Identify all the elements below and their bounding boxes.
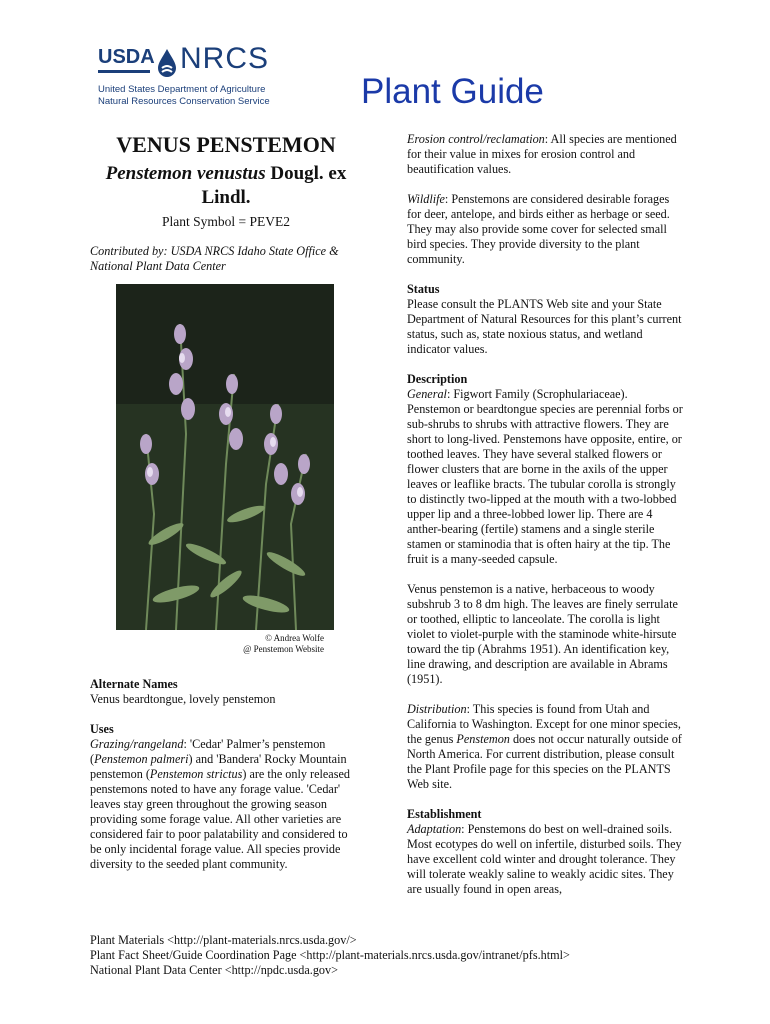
uses-paragraph <box>90 737 362 872</box>
status-heading: Status <box>407 282 440 296</box>
photo-credit-author: © Andrea Wolfe <box>265 633 324 643</box>
photo-caption <box>200 633 324 655</box>
footer-plant-materials-link[interactable]: Plant Materials <http://plant-materials.nrcs.usda.gov/> <box>90 933 357 947</box>
photo-credit-source: @ Penstemon Website <box>243 644 324 654</box>
adaptation-paragraph <box>407 822 683 897</box>
alternate-names-text: Venus beardtongue, lovely penstemon <box>90 692 276 706</box>
adaptation-text: : Penstemons do best on well-drained soils. Most ecotypes do well on infertile, disturbed soils. They have excellent cold winter and drought tolerance. They will tolerate weakly saline to weakly acidic sites. They are usually found in open areas, <box>407 822 682 896</box>
wildlife-paragraph <box>407 192 683 267</box>
description-heading: Description <box>407 372 468 386</box>
water-drop-icon <box>156 48 178 78</box>
uses-species-1: Penstemon palmeri <box>94 752 189 766</box>
distribution-text-2: does not occur naturally outside of North America. For current distribution, please consult the Plant Profile page for this species on the PLANTS Web site. <box>407 732 682 791</box>
usda-underline <box>98 70 150 73</box>
establishment-heading: Establishment <box>407 807 482 821</box>
common-name: VENUS PENSTEMON <box>116 132 336 157</box>
scientific-binomial: Penstemon venustus <box>105 163 266 184</box>
usda-nrcs-logo <box>96 42 270 112</box>
right-column <box>407 132 683 897</box>
footer-coordination-link[interactable]: Plant Fact Sheet/Guide Coordination Page <http://plant-materials.nrcs.usda.gov/intranet/pfs.html> <box>90 948 570 962</box>
penstemon-photo-illustration <box>116 284 334 630</box>
uses-text-2: ) and 'Bandera' Rocky Mountain penstemon ( <box>90 752 347 781</box>
erosion-paragraph <box>407 132 683 177</box>
footer-links <box>90 933 570 978</box>
uses-species-2: Penstemon strictus <box>149 767 243 781</box>
document-title: Plant Guide <box>361 72 544 111</box>
logo-service-line: Natural Resources Conservation Service <box>98 96 270 107</box>
status-text: Please consult the PLANTS Web site and your State Department of Natural Resources for this plant’s current status, such as, state noxious status, and wetland indicator values. <box>407 297 682 356</box>
logo-department-line: United States Department of Agriculture <box>98 84 266 95</box>
wildlife-label: Wildlife <box>407 192 445 206</box>
scientific-name <box>90 162 362 210</box>
uses-text-3: ) are the only released penstemons noted to have any forage value. 'Cedar' leaves stay green throughout the growing season providing some forage value. All other varieties are considered fair to poor palatability and considered to be only incidental forage value. All species provide diversity to the seeded plant community. <box>90 767 350 871</box>
erosion-text: : All species are mentioned for their value in mixes for erosion control and beautification values. <box>407 132 677 176</box>
contributed-by: Contributed by: USDA NRCS Idaho State Office & National Plant Data Center <box>90 244 339 273</box>
left-column-lower <box>90 677 362 872</box>
distribution-text-1: : This species is found from Utah and California to Washington. Except for one minor species, the genus <box>407 702 681 746</box>
usda-wordmark: USDA <box>98 46 155 68</box>
uses-heading: Uses <box>90 722 114 736</box>
distribution-label: Distribution <box>407 702 467 716</box>
left-column <box>90 132 362 274</box>
general-text: : Figwort Family (Scrophulariaceae). Penstemon or beardtongue species are perennial forbs or sub-shrubs to shrubs with attractive flowers. They are short to long-lived. Penstemons have opposite, entire, or toothed leaves. They have several stalked flowers or flower clusters that are borne in the axils of the upper leaves or leaflike bracts. The tubular corolla is strongly to distinctly two-lipped at the mouth with a two-lobbed upper lip and a three-lobbed lower lip. There are 4 anther-bearing (fertile) stamens and a single sterile stamen or staminodia that is often hairy at the tip. The fruit is a many-seeded capsule. <box>407 387 683 566</box>
plant-photo <box>116 284 334 630</box>
adaptation-label: Adaptation <box>407 822 462 836</box>
distribution-genus: Penstemon <box>456 732 510 746</box>
wildlife-text: : Penstemons are considered desirable forages for deer, antelope, and birds either as herbage or seed. They may also provide some cover for selected small bird species. They provide diversity to the plant community. <box>407 192 670 266</box>
nrcs-wordmark: NRCS <box>180 42 270 75</box>
uses-grazing-label: Grazing/rangeland <box>90 737 184 751</box>
general-paragraph <box>407 387 683 567</box>
plant-symbol: Plant Symbol = PEVE2 <box>162 214 290 229</box>
venus-paragraph: Venus penstemon is a native, herbaceous to woody subshrub 3 to 8 dm high. The leaves are finely serrulate or toothed, elliptic to lanceolate. The corolla is light violet to violet-purple with the staminode white-hirsute toward the tip (Abrahms 1951). An identification key, line drawing, and description are available in Abrams (1951). <box>407 582 678 686</box>
alternate-names-heading: Alternate Names <box>90 677 178 691</box>
distribution-paragraph <box>407 702 683 792</box>
uses-text-1: : 'Cedar' Palmer’s penstemon ( <box>90 737 326 766</box>
erosion-label: Erosion control/reclamation <box>407 132 545 146</box>
scientific-authority: Dougl. ex Lindl. <box>201 163 347 208</box>
general-label: General <box>407 387 447 401</box>
footer-npdc-link[interactable]: National Plant Data Center <http://npdc.usda.gov> <box>90 963 338 977</box>
